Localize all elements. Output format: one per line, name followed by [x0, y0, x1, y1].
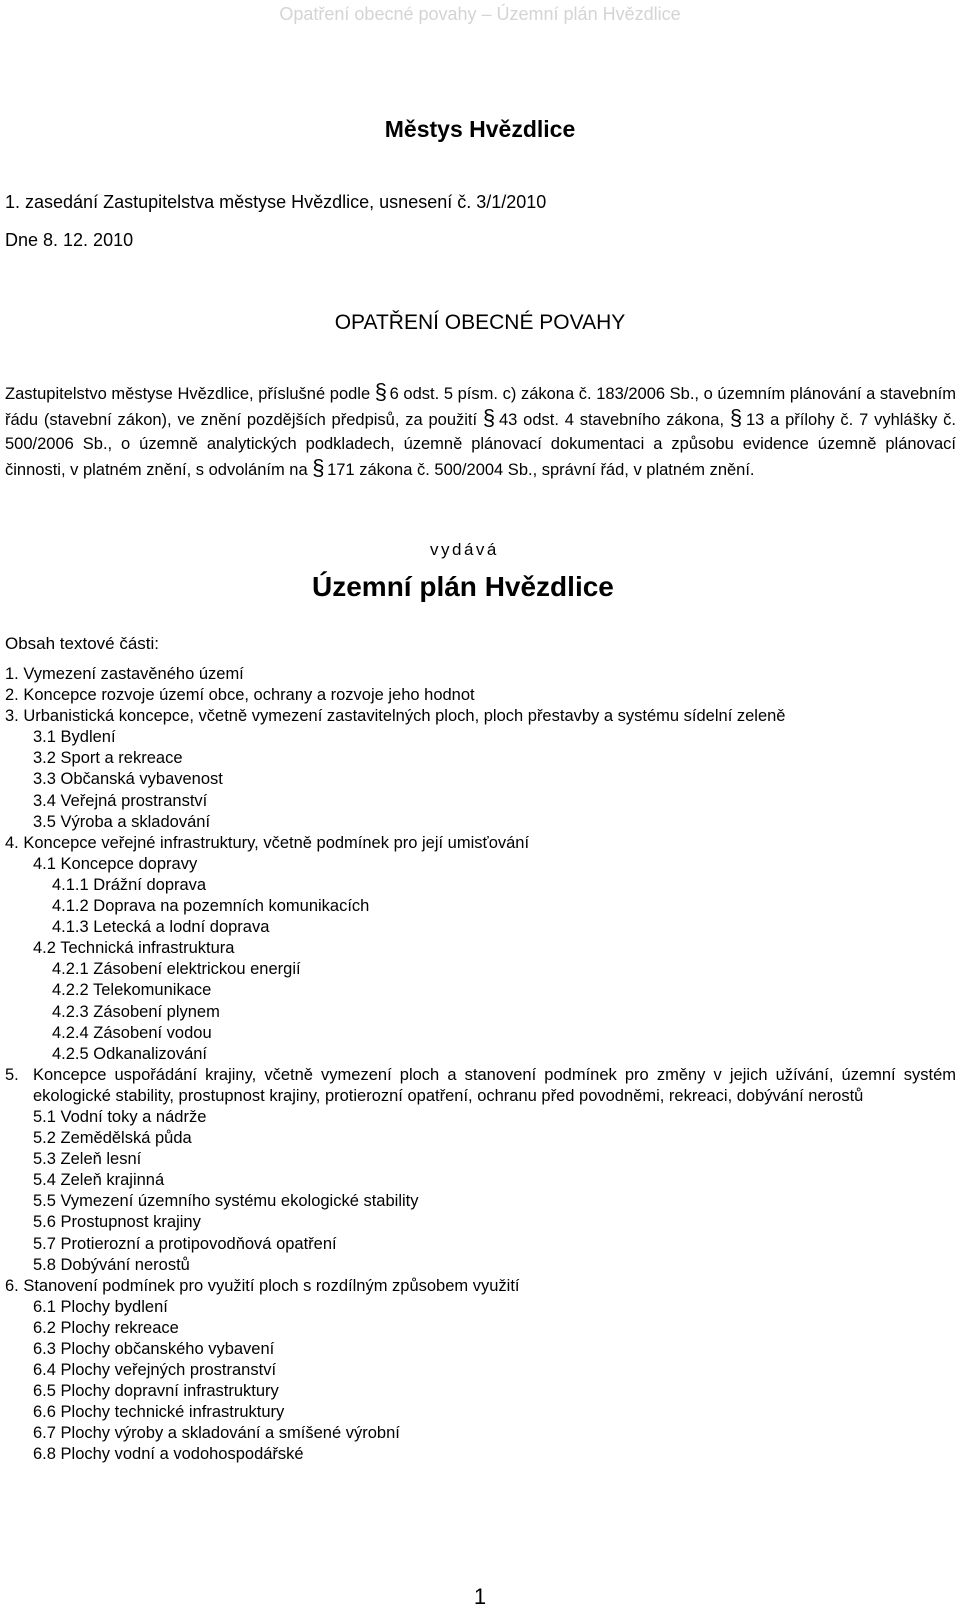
toc-item: 3.5 Výroba a skladování [33, 812, 211, 831]
issues-word: vydává [430, 540, 499, 559]
intro-paragraph [5, 380, 956, 482]
section-sign: § [482, 405, 494, 430]
toc-item: 3.1 Bydlení [33, 728, 116, 747]
toc-item: 6.1 Plochy bydlení [33, 1297, 168, 1316]
toc-item: 3.3 Občanská vybavenost [33, 770, 223, 789]
toc-item: 6.2 Plochy rekreace [33, 1318, 179, 1337]
running-header: Opatření obecné povahy – Územní plán Hvězdlice [279, 4, 681, 24]
toc-item: 5.2 Zemědělská půda [33, 1129, 192, 1148]
toc-item: 6. Stanovení podmínek pro využití ploch s rozdílným způsobem využití [5, 1276, 520, 1295]
contents-label: Obsah textové části: [5, 634, 160, 653]
toc-item: 5.1 Vodní toky a nádrže [33, 1107, 207, 1126]
toc-item: 3. Urbanistická koncepce, včetně vymezení zastavitelných ploch, ploch přestavby a systému sídelní zeleně [5, 707, 786, 726]
toc-item: 6.8 Plochy vodní a vodohospodářské [33, 1445, 304, 1464]
toc-item: 5.7 Protierozní a protipovodňová opatření [33, 1234, 337, 1253]
toc-item: 5.6 Prostupnost krajiny [33, 1213, 201, 1232]
toc-item: 5.3 Zeleň lesní [33, 1150, 142, 1169]
toc-item: 4.2.4 Zásobení vodou [52, 1023, 212, 1042]
toc-item: 4.2 Technická infrastruktura [33, 939, 235, 958]
toc-item: 2. Koncepce rozvoje území obce, ochrany a rozvoje jeho hodnot [5, 686, 475, 705]
toc-item: 4.2.2 Telekomunikace [52, 981, 212, 1000]
toc-item: 4.2.1 Zásobení elektrickou energií [52, 960, 301, 979]
toc-item: 1. Vymezení zastavěného území [5, 665, 244, 683]
toc-item: 5.5 Vymezení územního systému ekologické stability [33, 1192, 419, 1211]
toc-item: 6.7 Plochy výroby a skladování a smíšené výrobní [33, 1424, 400, 1443]
section-sign: § [729, 405, 741, 430]
intro-text-1: Zastupitelstvo městyse Hvězdlice, příslušné podle [5, 385, 375, 403]
toc-item: 4.2.5 Odkanalizování [52, 1044, 208, 1063]
measure-heading: OPATŘENÍ OBECNÉ POVAHY [334, 311, 626, 334]
toc-item: 4.1 Koncepce dopravy [33, 854, 198, 873]
session-line: 1. zasedání Zastupitelstva městyse Hvězdlice, usnesení č. 3/1/2010 [5, 192, 547, 212]
date-line: Dne 8. 12. 2010 [5, 230, 134, 250]
toc-item: 4. Koncepce veřejné infrastruktury, včetně podmínek pro její umisťování [5, 833, 530, 852]
document-title: Městys Hvězdlice [384, 116, 576, 142]
toc-item: 5.8 Dobývání nerostů [33, 1255, 190, 1274]
section-sign: § [312, 455, 323, 480]
intro-text-4: 13 a přílohy č. 7 vyhlášky č. 500/2006 Sb., o územně analytických podkladech, územně plánovací dokumentaci a způsobu evidence územně plánovací činnosti, v platném znění, s odvoláním na [5, 411, 956, 479]
table-of-contents [5, 664, 956, 1466]
intro-text-2: 6 odst. 5 písm. c) zákona č. 183/2006 Sb., o územním plánování a stavebním řádu (stavební zákon), ve znění pozdějších předpisů, za použití [5, 385, 956, 429]
toc-item [5, 1065, 956, 1107]
toc-item: 4.1.2 Doprava na pozemních komunikacích [52, 897, 370, 916]
toc-item: 6.6 Plochy technické infrastruktury [33, 1403, 285, 1422]
toc-item: 6.3 Plochy občanského vybavení [33, 1340, 275, 1358]
page-number: 1 [473, 1584, 487, 1609]
toc-item: 6.5 Plochy dopravní infrastruktury [33, 1382, 279, 1401]
toc-item: 4.1.1 Drážní doprava [52, 875, 207, 894]
toc-item-text: Koncepce uspořádání krajiny, včetně vymezení ploch a stanovení podmínek pro změny v jejich užívání, územní systém ekologické stability, prostupnost krajiny, protierozní opatření, ochranu před povodněmi, rekreaci, dobývání nerostů [33, 1065, 956, 1105]
toc-item: 4.2.3 Zásobení plynem [52, 1002, 220, 1021]
toc-item: 3.4 Veřejná prostranství [33, 791, 208, 810]
toc-item-number: 5. [5, 1065, 19, 1084]
toc-item: 6.4 Plochy veřejných prostranství [33, 1361, 277, 1380]
toc-item: 4.1.3 Letecká a lodní doprava [52, 918, 270, 937]
section-sign: § [374, 379, 386, 404]
intro-text-3: 43 odst. 4 stavebního zákona, [493, 411, 730, 429]
toc-item: 3.2 Sport a rekreace [33, 749, 183, 768]
toc-item: 5.4 Zeleň krajinná [33, 1171, 165, 1190]
intro-text-5: 171 zákona č. 500/2004 Sb., správní řád, v platném znění. [322, 461, 755, 479]
plan-title: Územní plán Hvězdlice [312, 571, 614, 602]
